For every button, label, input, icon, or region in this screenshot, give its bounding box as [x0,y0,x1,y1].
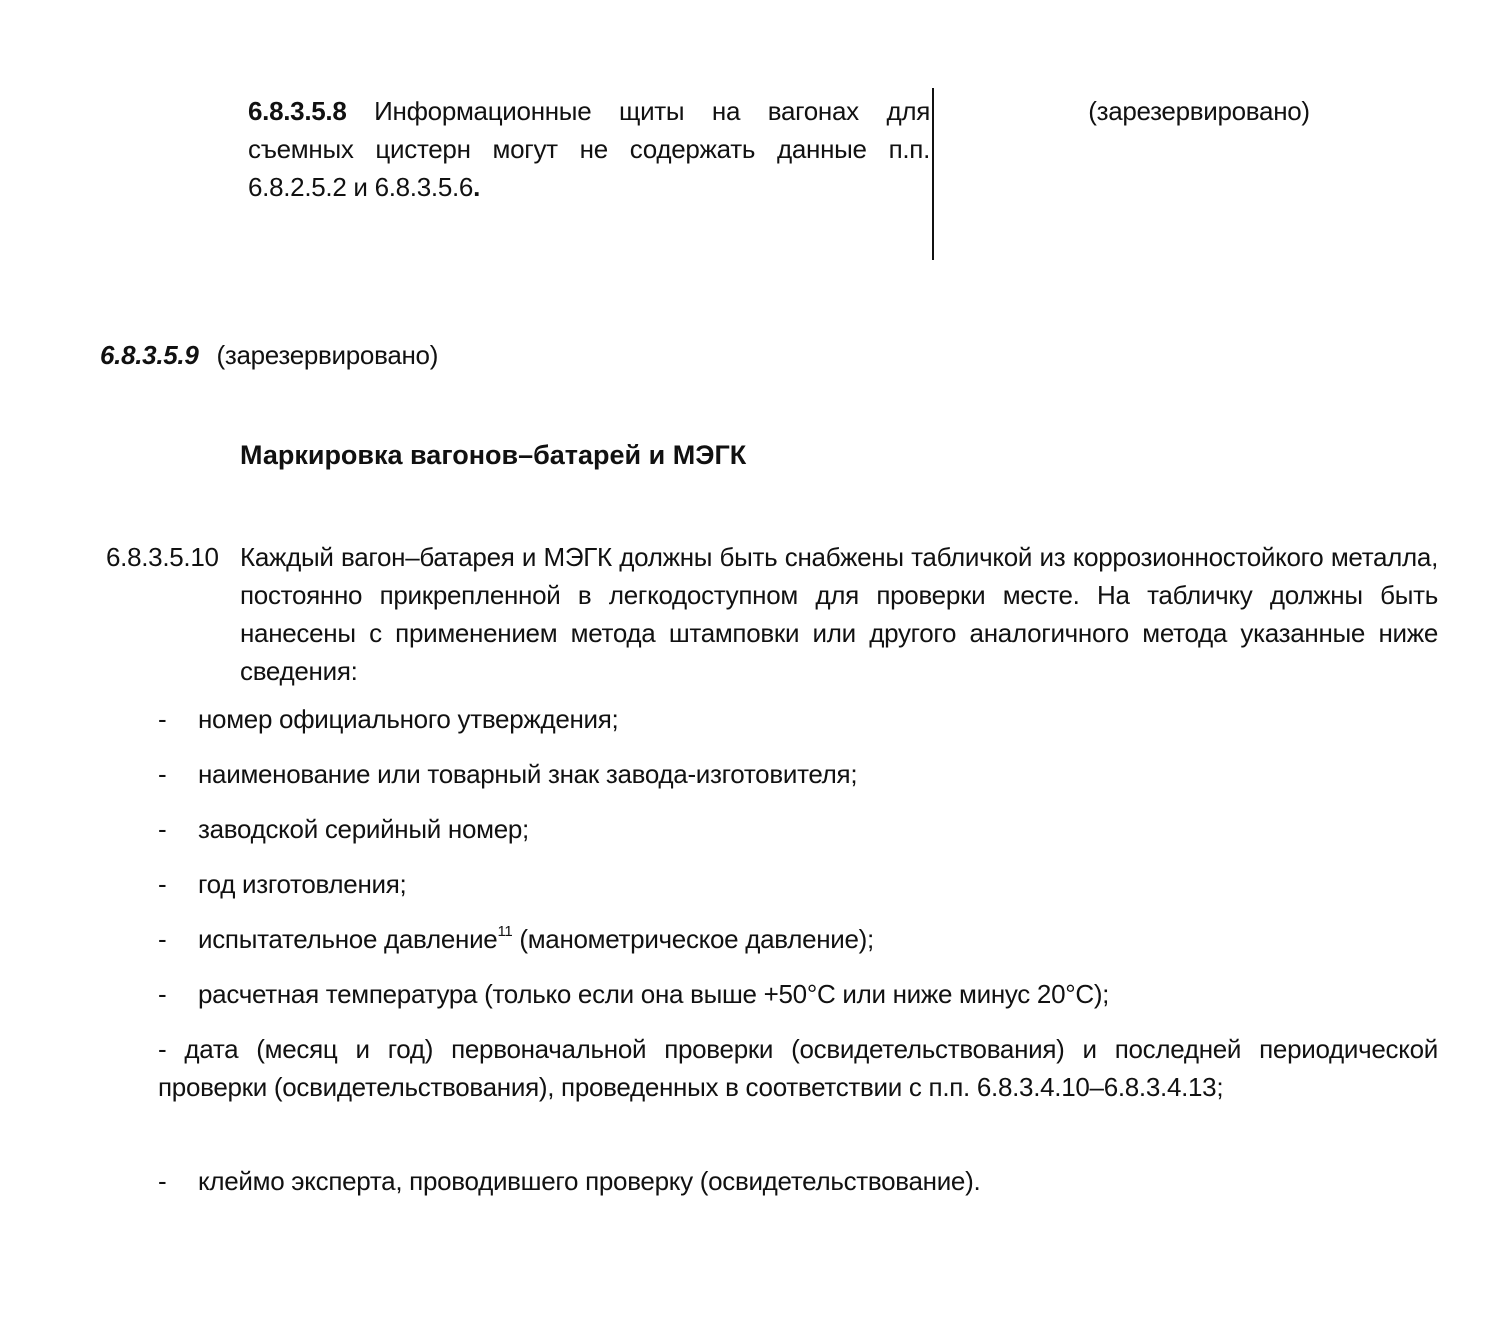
list-item-text: номер официального утверждения; [198,704,619,734]
section-6-8-3-5-8-text [248,92,930,206]
list-item-text: расчетная температура (только если она выше +50°С или ниже минус 20°С); [198,979,1110,1009]
list-item-text: год изготовления; [198,869,407,899]
section-number-6-8-3-5-10: 6.8.3.5.10 [106,542,219,572]
list-dash: - [158,814,167,844]
list-dash: - [158,1166,167,1196]
section-6-8-3-5-9 [100,336,438,374]
section-number-6-8-3-5-8: 6.8.3.5.8 [248,96,347,126]
list-item-text: наименование или товарный знак завода-изготовителя; [198,759,858,789]
section-number-6-8-3-5-9: 6.8.3.5.9 [100,340,199,370]
list-dash: - [158,924,167,954]
list-dash: - [158,759,167,789]
reserved-column-text: (зарезервировано) [1088,96,1310,126]
section-6-8-3-5-10-text: Каждый вагон–батарея и МЭГК должны быть снабжены табличкой из коррозионностойкого металла, постоянно прикрепленной в легкодоступном для проверки месте. На табличку должны быть нанесены с применением метода штамповки или другого аналогичного метода указанные ниже сведения: [240,542,1438,686]
list-dash: - [158,869,167,899]
section-6-8-3-5-8-period: . [473,172,480,202]
list-item-text-part: (манометрическое давление); [512,924,874,954]
section-6-8-3-5-10 [106,538,1438,690]
list-item-text: заводской серийный номер; [198,814,529,844]
list-dash: - [158,979,167,1009]
section-heading: Маркировка вагонов–батарей и МЭГК [240,440,747,470]
list-item-text: клеймо эксперта, проводившего проверку (освидетельствование). [198,1166,981,1196]
list-item-text-part: испытательное давление [198,924,498,954]
list-item-text [198,920,874,958]
section-6-8-3-5-8-body: Информационные щиты на вагонах для съемных цистерн могут не содержать данные п.п. 6.8.2.5.2 и 6.8.3.5.6 [248,96,930,202]
list-item-date: - дата (месяц и год) первоначальной проверки (освидетельствования) и последней периодической проверки (освидетельствования), проведенных в соответствии с п.п. 6.8.3.4.10–6.8.3.4.13; [158,1034,1438,1102]
footnote-marker: 11 [497,923,513,941]
section-6-8-3-5-9-text: (зарезервировано) [216,340,439,370]
list-dash: - [158,704,167,734]
